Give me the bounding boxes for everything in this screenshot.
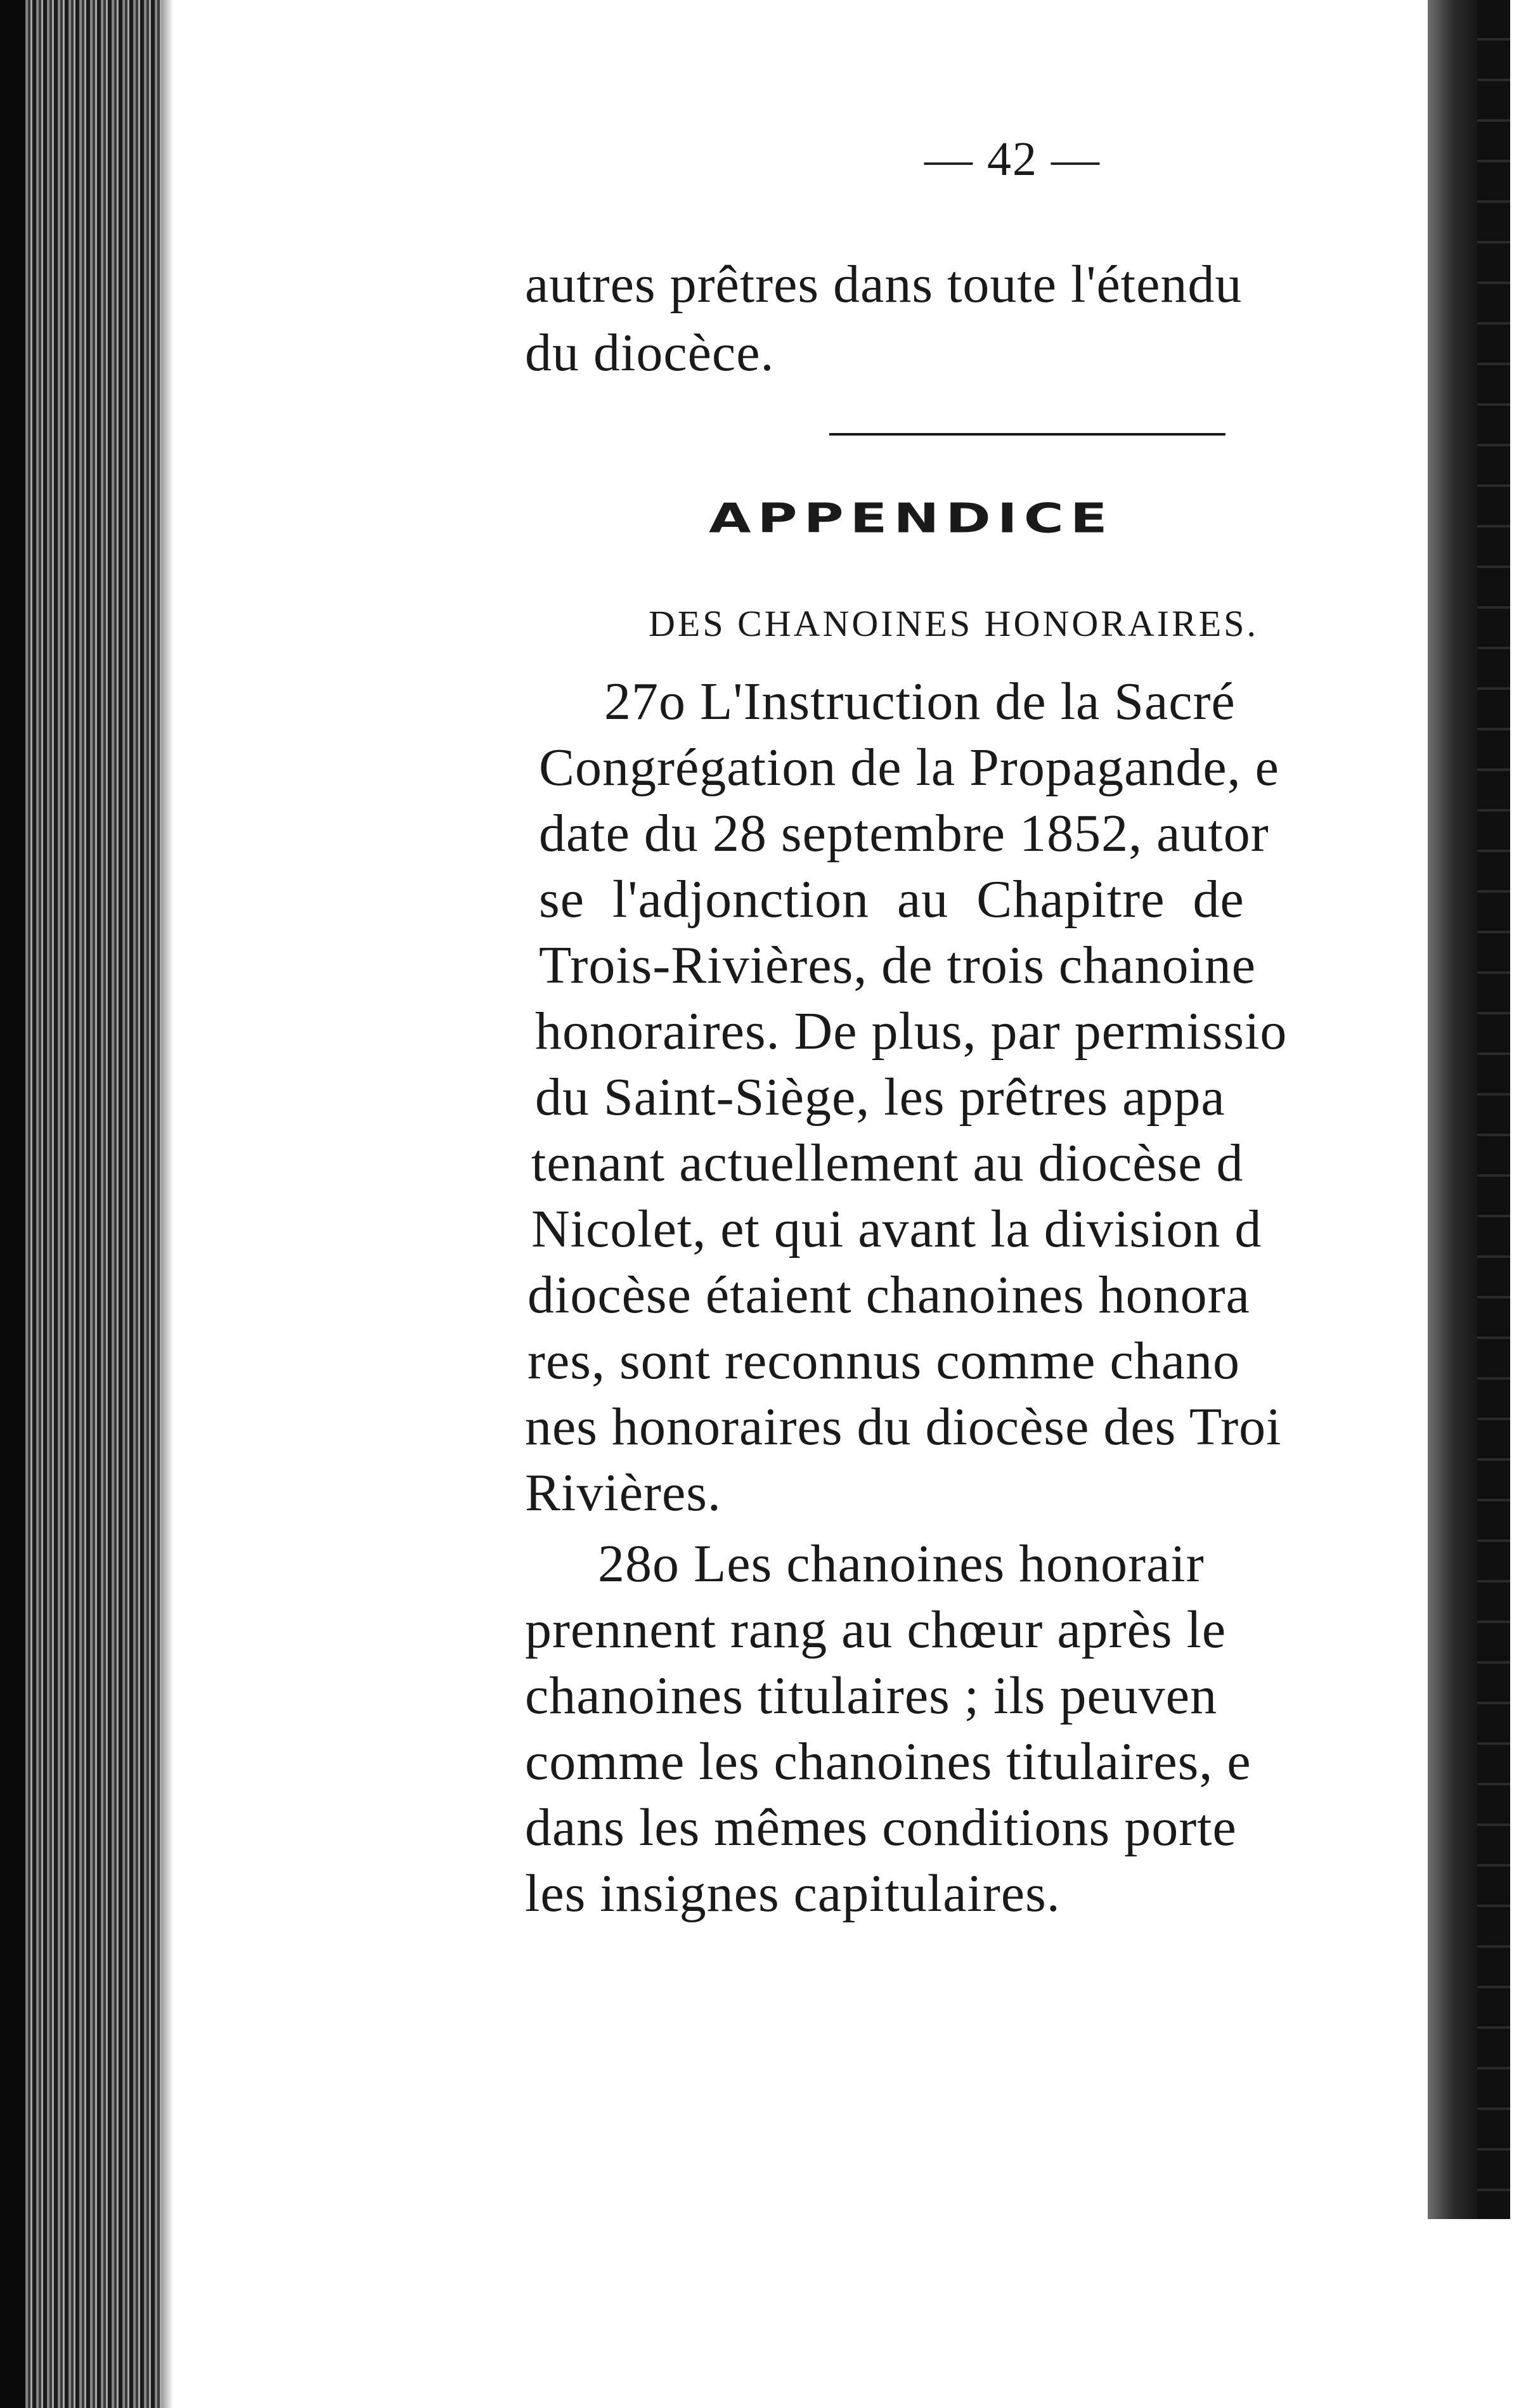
page-gutter-shadow (162, 0, 173, 2408)
paragraph-27-line: Rivières. (525, 1463, 721, 1522)
paragraph-27-line: 27o L'Instruction de la Sacré (604, 672, 1236, 731)
paragraph-27-line: nes honoraires du diocèse des Troi (525, 1397, 1282, 1456)
page-number: — 42 — (924, 133, 1101, 186)
paragraph-27-line: Congrégation de la Propagande, e (539, 738, 1279, 797)
paragraph-28-line: dans les mêmes conditions porte (525, 1798, 1237, 1857)
paragraph-28-line: les insignes capitulaires. (525, 1864, 1061, 1923)
page-text-block (525, 0, 1451, 2408)
paragraph-27-line: honoraires. De plus, par permissio (535, 1002, 1288, 1061)
scan-border-right (1477, 0, 1510, 2408)
section-divider (829, 433, 1225, 436)
intro-line: autres prêtres dans toute l'étendu (525, 255, 1243, 314)
paragraph-28-line: comme les chanoines titulaires, e (525, 1732, 1251, 1791)
paragraph-28-line: 28o Les chanoines honorair (598, 1534, 1205, 1593)
paragraph-28-line: prennent rang au chœur après le (525, 1600, 1227, 1659)
paragraph-27-line: res, sont reconnus comme chano (527, 1331, 1241, 1390)
paragraph-27-line: du Saint-Siège, les prêtres appa (535, 1068, 1225, 1127)
section-subheading: DES CHANOINES HONORAIRES. (649, 603, 1258, 644)
paragraph-27-line: Trois-Rivières, de trois chanoine (539, 936, 1257, 995)
paragraph-27-line: se l'adjonction au Chapitre de (539, 870, 1245, 929)
paragraph-27-line: tenant actuellement au diocèse d (531, 1134, 1244, 1193)
paragraph-27-line: date du 28 septembre 1852, autor (539, 804, 1269, 863)
scan-border-left (0, 0, 25, 2408)
paragraph-28-line: chanoines titulaires ; ils peuven (525, 1666, 1218, 1725)
paragraph-27-line: Nicolet, et qui avant la division d (531, 1200, 1262, 1259)
paragraph-27-line: diocèse étaient chanoines honora (527, 1265, 1250, 1324)
intro-line: du diocèce. (525, 323, 775, 382)
section-heading: APPENDICE (709, 495, 1114, 542)
